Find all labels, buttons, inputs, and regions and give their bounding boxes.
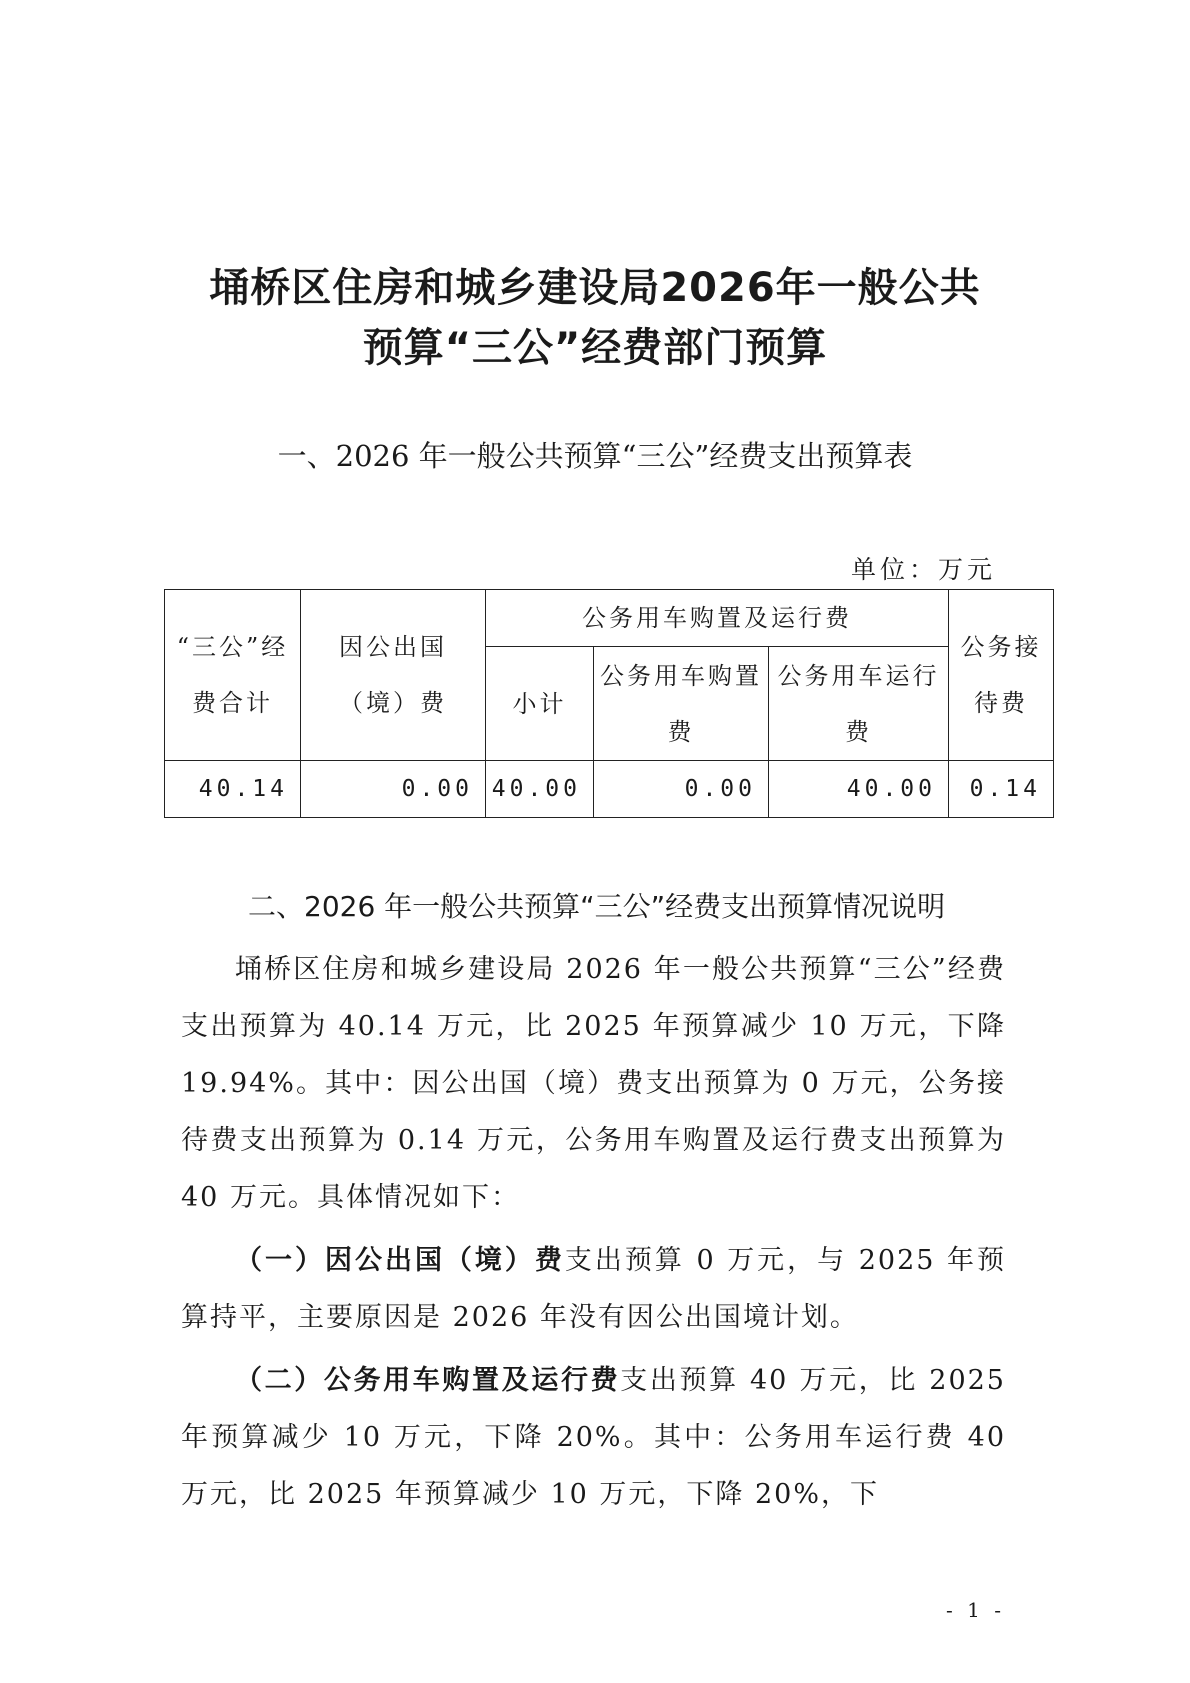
item-2-paragraph bbox=[181, 1352, 1006, 1523]
intro-paragraph: 埇桥区住房和城乡建设局 2026 年一般公共预算“三公”经费支出预算为 40.14 万元，比 2025 年预算减少 10 万元，下降 19.94%。其中：因公出国（境）费支出预算为 0 万元，公务接待费支出预算为 0.14 万元，公务用车购置及运行费支出预算为 40 万元。具体情况如下： bbox=[181, 954, 1006, 1213]
value-vehicle-purchase: 0.00 bbox=[594, 761, 769, 818]
value-vehicle-operation: 40.00 bbox=[769, 761, 949, 818]
section-2-heading: 二、2026 年一般公共预算“三公”经费支出预算情况说明 bbox=[248, 890, 946, 923]
header-vehicle-group: 公务用车购置及运行费 bbox=[486, 590, 949, 647]
budget-table bbox=[164, 589, 1054, 818]
header-vehicle-operation: 公务用车运行费 bbox=[769, 647, 949, 761]
table-row bbox=[165, 761, 1054, 818]
item-2-label: （二）公务用车购置及运行费 bbox=[235, 1365, 621, 1396]
header-abroad: 因公出国（境）费 bbox=[301, 590, 486, 761]
table-header-row-1 bbox=[165, 590, 1054, 647]
document-title bbox=[0, 258, 1190, 378]
item-1-paragraph bbox=[181, 1232, 1006, 1346]
value-abroad: 0.00 bbox=[301, 761, 486, 818]
header-total: “三公”经费合计 bbox=[165, 590, 301, 761]
value-total: 40.14 bbox=[165, 761, 301, 818]
unit-label: 单位：万元 bbox=[850, 555, 996, 584]
title-line-1: 埇桥区住房和城乡建设局2026年一般公共 bbox=[209, 265, 981, 311]
item-1-label: （一）因公出国（境）费 bbox=[235, 1245, 565, 1276]
value-reception: 0.14 bbox=[949, 761, 1054, 818]
header-subtotal: 小计 bbox=[486, 647, 594, 761]
header-vehicle-purchase: 公务用车购置费 bbox=[594, 647, 769, 761]
section-1-heading: 一、2026 年一般公共预算“三公”经费支出预算表 bbox=[277, 439, 913, 473]
item-1-text: 支出预算 0 万元，与 2025 年预算持平，主要原因是 2026 年没有因公出国境计划。 bbox=[181, 1245, 1007, 1333]
value-subtotal: 40.00 bbox=[486, 761, 594, 818]
title-line-2: 预算“三公”经费部门预算 bbox=[362, 325, 828, 371]
page-number: - 1 - bbox=[946, 1598, 1005, 1622]
item-2-text: 支出预算 40 万元，比 2025 年预算减少 10 万元，下降 20%。其中：公务用车运行费 40 万元，比 2025 年预算减少 10 万元，下降 20%，下 bbox=[181, 1365, 1006, 1510]
body-text bbox=[181, 941, 1006, 1523]
header-reception: 公务接待费 bbox=[949, 590, 1054, 761]
